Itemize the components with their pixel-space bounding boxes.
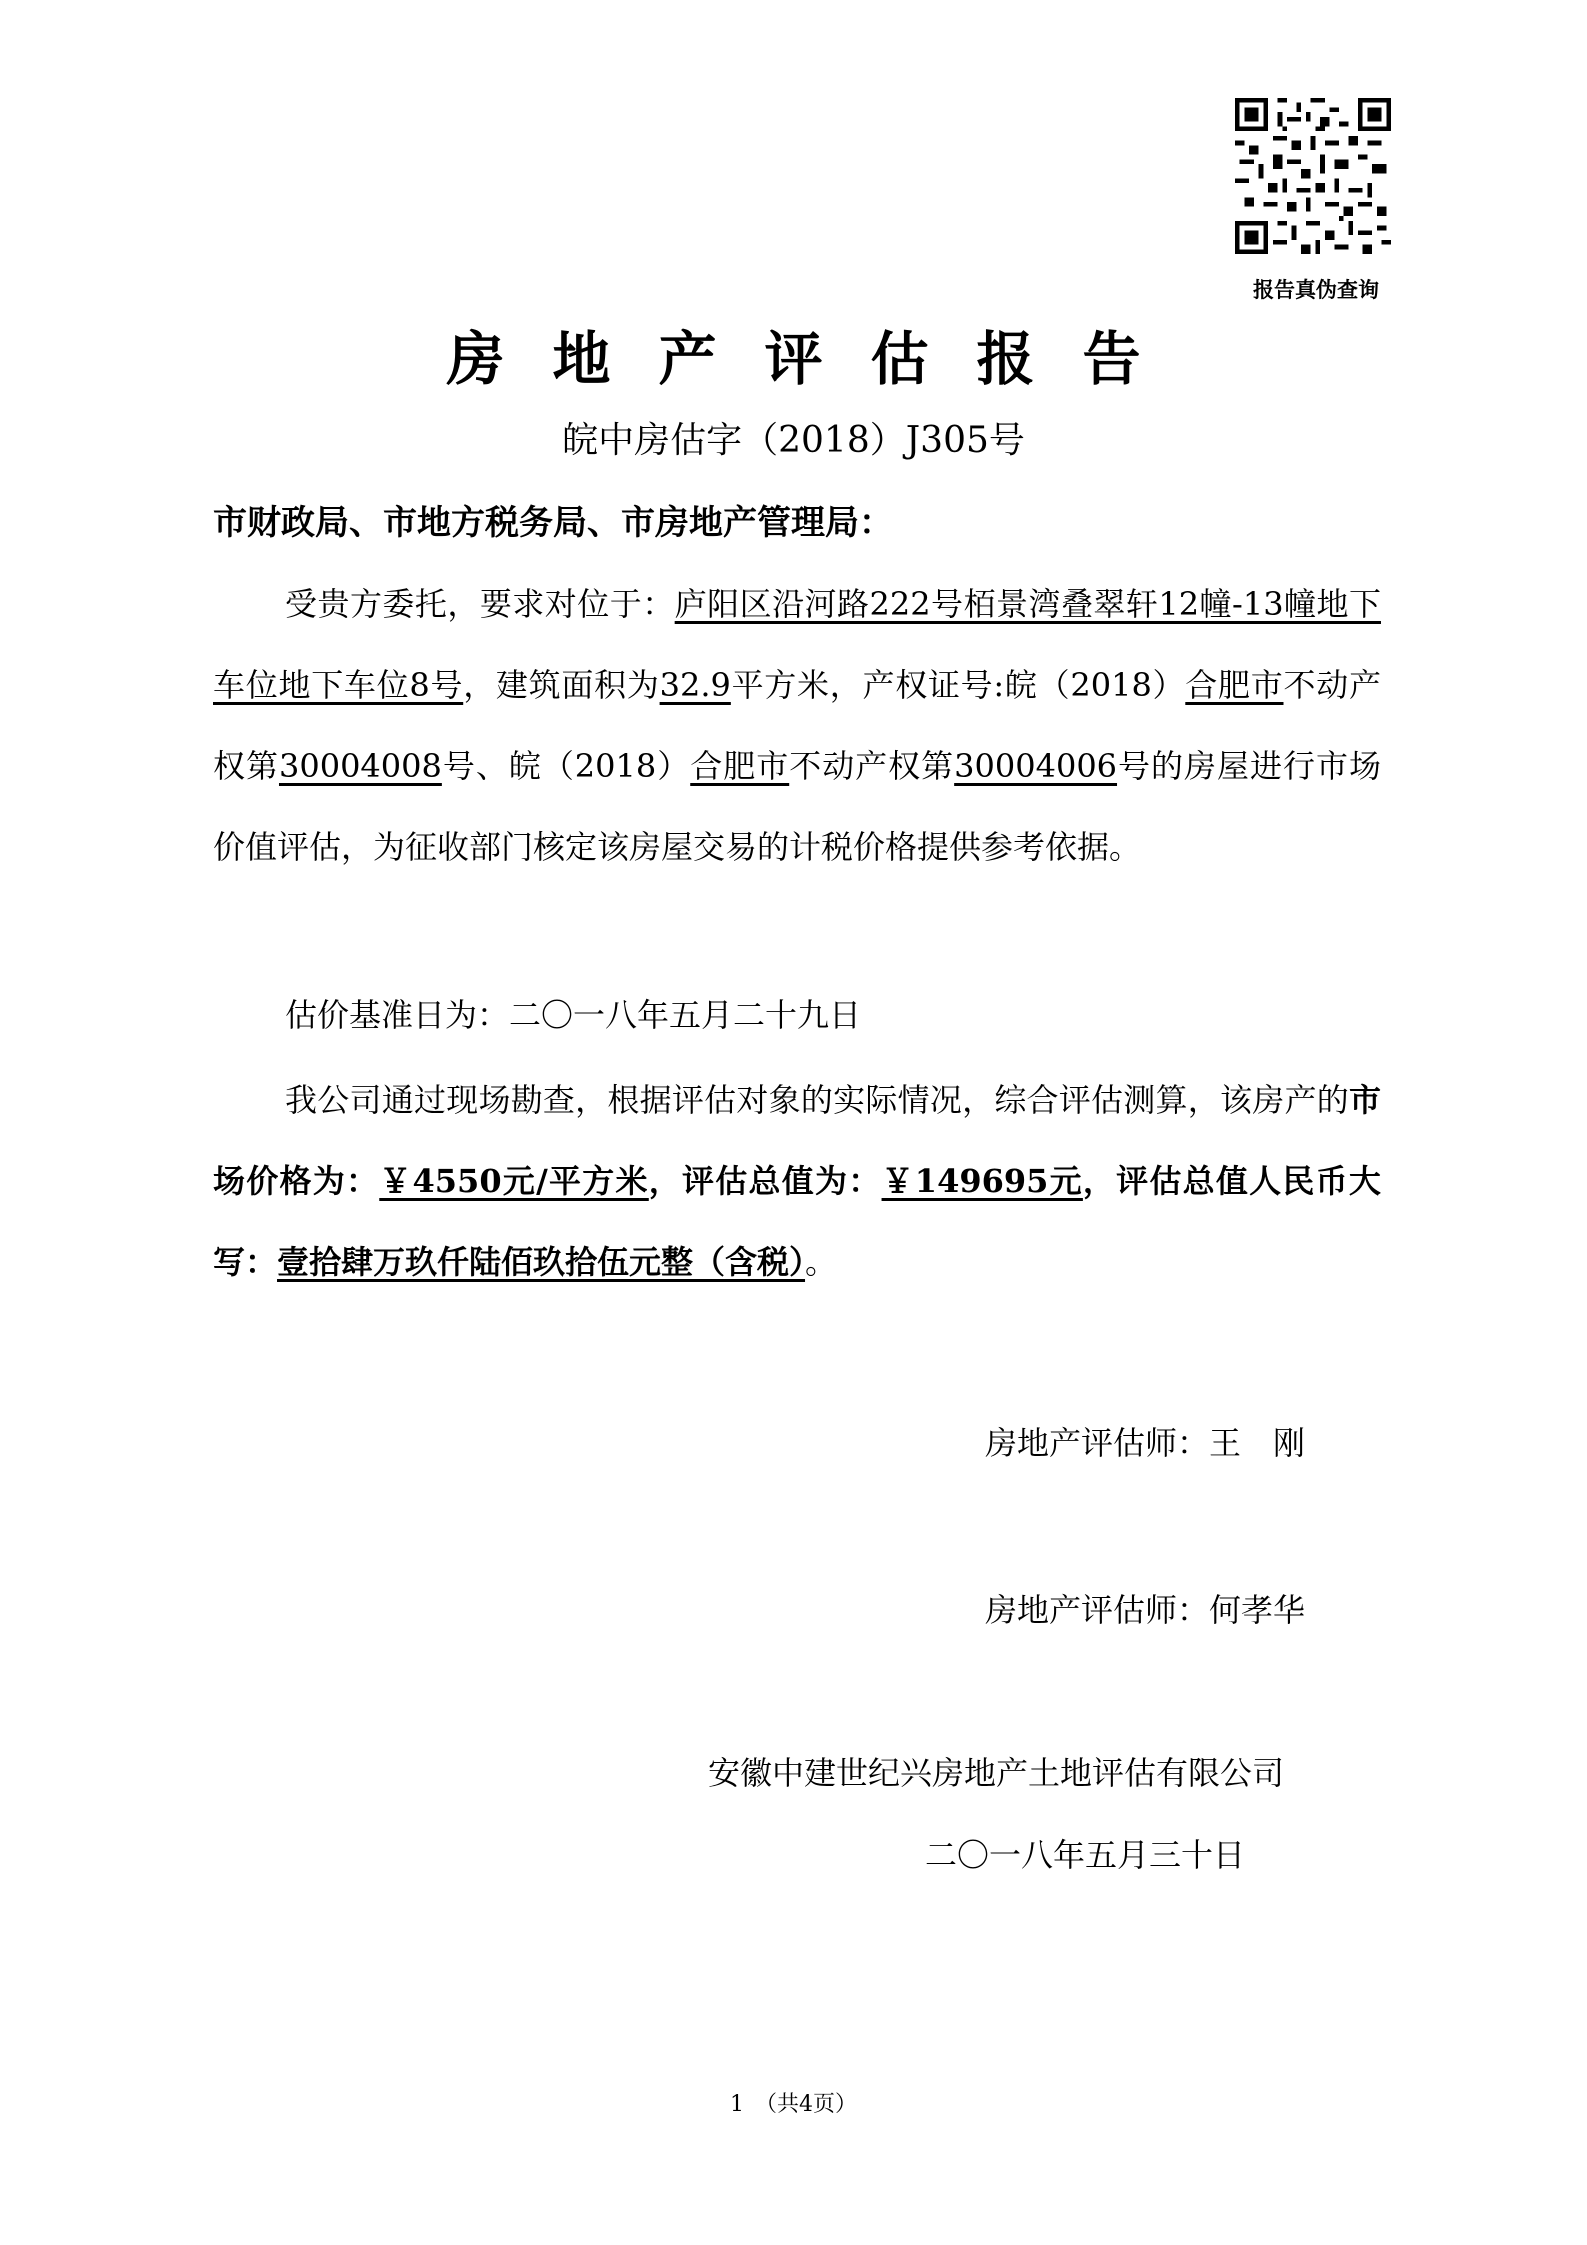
text-segment: 不动产权第 [789,747,955,785]
chinese-total-label: 评估总值人民币大写： [213,1162,1381,1281]
page-footer: 1 （共4页） [730,2092,857,2117]
appraiser-signature: 房地产评估师：王 刚 [985,1424,1306,1462]
certificate-number: 30004008 [278,747,442,785]
document-number: 皖中房估字（2018）J305号 [562,420,1025,461]
report-title: 房地产评估报告 [446,325,1189,393]
issue-date: 二〇一八年五月三十日 [925,1836,1246,1874]
city-name: 合肥市 [1185,666,1284,704]
commission-paragraph [213,564,1381,888]
total-label: ，评估总值为： [648,1162,882,1200]
property-address: 庐阳区沿河路222号栢景湾叠翠轩12幢-13幢地下车位地下车位8号 [213,585,1381,704]
chinese-total-value: 壹拾肆万玖仟陆佰玖拾伍元整（含税） [277,1243,806,1281]
qr-caption: 报告真伪查询 [1253,278,1379,302]
company-name: 安徽中建世纪兴房地产土地评估有限公司 [708,1754,1285,1792]
appraiser-signature: 房地产评估师：何孝华 [985,1591,1306,1629]
valuation-paragraph [213,1060,1381,1303]
text-segment: 我公司通过现场勘查，根据评估对象的实际情况，综合评估测算，该房产的 [285,1081,1349,1119]
text-segment: 号、皖（2018） [441,747,691,785]
text-segment: 。 [805,1243,838,1281]
text-segment: 不动产权第 [213,666,1381,785]
base-date-line: 估价基准日为：二〇一八年五月二十九日 [285,996,862,1034]
addressee: 市财政局、市地方税务局、市房地产管理局： [213,503,893,543]
certificate-number: 30004006 [954,747,1118,785]
building-area: 32.9 [659,666,731,704]
text-segment: 号的房屋进行市场价值评估，为征收部门核定该房屋交易的计税价格提供参考依据。 [213,747,1381,866]
text-segment: 受贵方委托，要求对位于： [285,585,675,623]
city-name: 合肥市 [690,747,790,785]
qr-code [1235,98,1391,254]
text-segment: ，建筑面积为 [463,666,660,704]
market-price-label: 市场价格为： [213,1081,1381,1200]
text-segment: 平方米，产权证号:皖（2018） [730,666,1186,704]
text-segment: ， [1082,1162,1117,1200]
unit-price: ￥4550元/平方米 [379,1162,649,1200]
total-value: ￥149695元 [881,1162,1083,1200]
